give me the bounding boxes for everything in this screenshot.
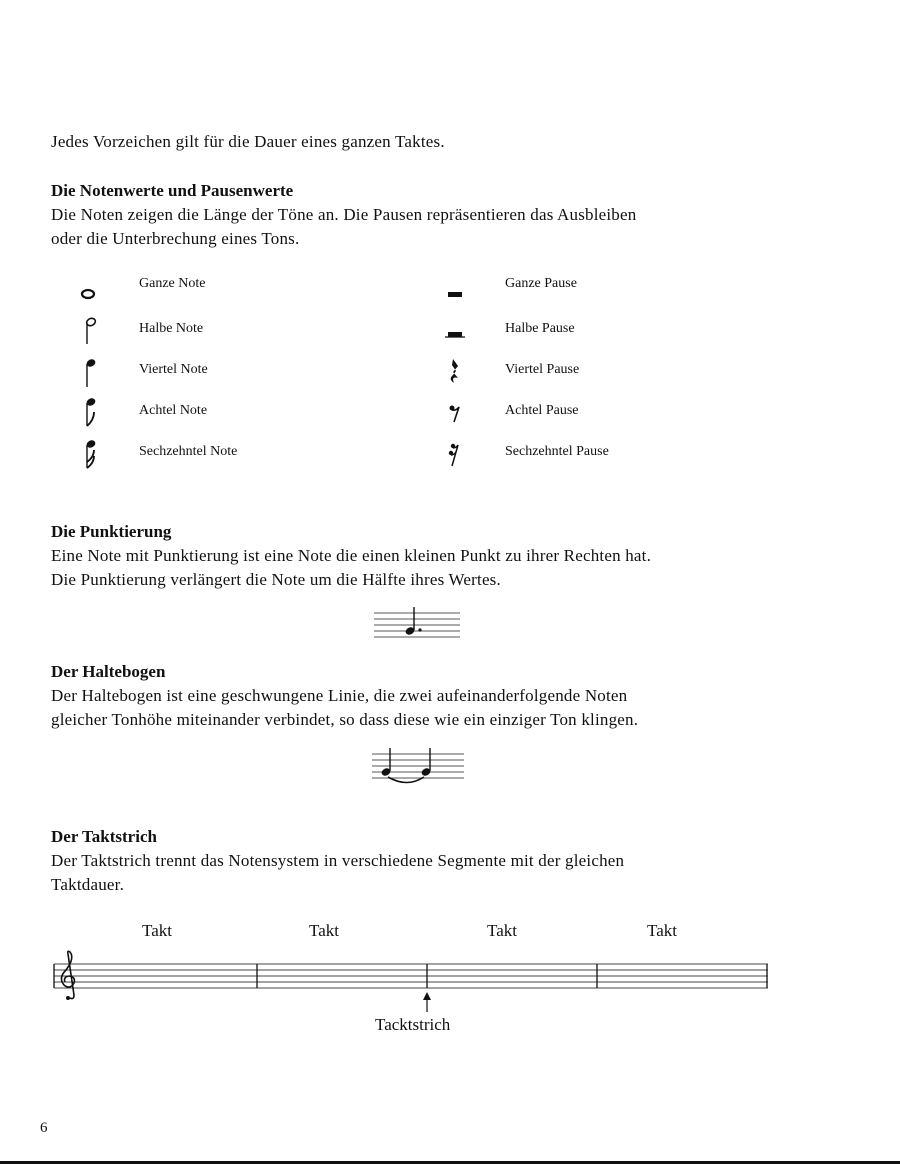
whole-rest-icon <box>440 275 470 309</box>
half-note-icon <box>74 312 104 346</box>
tie-section <box>51 660 831 732</box>
eighth-rest-icon <box>440 396 470 430</box>
barline-section <box>51 825 831 897</box>
dot-section <box>51 520 831 592</box>
tie-paragraph <box>51 684 831 732</box>
values-heading: Die Notenwerte und Pausenwerte <box>51 181 294 200</box>
note-label-half: Halbe Note <box>139 321 204 336</box>
tie-staff <box>372 744 464 790</box>
quarter-rest-icon <box>440 355 470 389</box>
barline-line-1: Der Taktstrich trennt das Notensystem in verschiedene Segmente mit der gleichen <box>51 851 625 870</box>
barline-paragraph <box>51 849 831 897</box>
sixteenth-rest-icon <box>440 438 470 472</box>
rest-label-sixteenth: Sechzehntel Pause <box>505 444 609 459</box>
intro-block <box>51 130 831 154</box>
dot-line-2: Die Punktierung verlängert die Note um die Hälfte ihres Wertes. <box>51 570 501 589</box>
dotted-note-staff <box>374 603 460 645</box>
note-label-quarter: Viertel Note <box>139 362 208 377</box>
note-label-whole: Ganze Note <box>139 276 206 291</box>
note-label-eighth: Achtel Note <box>139 403 208 418</box>
values-paragraph <box>51 203 831 251</box>
rest-label-whole: Ganze Pause <box>505 276 577 291</box>
values-line-2: oder die Unterbrechung eines Tons. <box>51 229 300 248</box>
barline-caption: Tacktstrich <box>375 1015 451 1034</box>
rest-label-quarter: Viertel Pause <box>505 362 580 377</box>
rest-label-eighth: Achtel Pause <box>505 403 579 418</box>
augmentation-dot <box>418 628 421 631</box>
barline-staff <box>52 950 772 1012</box>
dot-paragraph <box>51 544 831 592</box>
measure-label-1: Takt <box>142 921 172 940</box>
dot-line-1: Eine Note mit Punktierung ist eine Note die einen kleinen Punkt zu ihrer Rechten hat. <box>51 546 652 565</box>
rest-label-half: Halbe Pause <box>505 321 575 336</box>
half-rest-icon <box>440 312 470 346</box>
quarter-note-icon <box>74 355 104 389</box>
barline-line-2: Taktdauer. <box>51 875 125 894</box>
dot-heading: Die Punktierung <box>51 522 172 541</box>
measure-label-3: Takt <box>487 921 517 940</box>
barline-arrow-icon <box>423 992 431 1012</box>
tie-heading: Der Haltebogen <box>51 662 166 681</box>
eighth-note-icon <box>74 396 104 430</box>
whole-note-icon <box>74 275 104 309</box>
page-number: 6 <box>40 1120 48 1136</box>
values-section <box>51 179 831 251</box>
tie-line-1: Der Haltebogen ist eine geschwungene Linie, die zwei aufeinanderfolgende Noten <box>51 686 628 705</box>
note-label-sixteenth: Sechzehntel Note <box>139 444 238 459</box>
intro-text: Jedes Vorzeichen gilt für die Dauer eines ganzen Taktes. <box>51 132 445 151</box>
tie-line-2: gleicher Tonhöhe miteinander verbindet, so dass diese wie ein einziger Ton klingen. <box>51 710 639 729</box>
measure-label-4: Takt <box>647 921 677 940</box>
sixteenth-note-icon <box>74 438 104 472</box>
values-line-1: Die Noten zeigen die Länge der Töne an. Die Pausen repräsentieren das Ausbleiben <box>51 205 637 224</box>
measure-label-2: Takt <box>309 921 339 940</box>
barline-heading: Der Taktstrich <box>51 827 157 846</box>
